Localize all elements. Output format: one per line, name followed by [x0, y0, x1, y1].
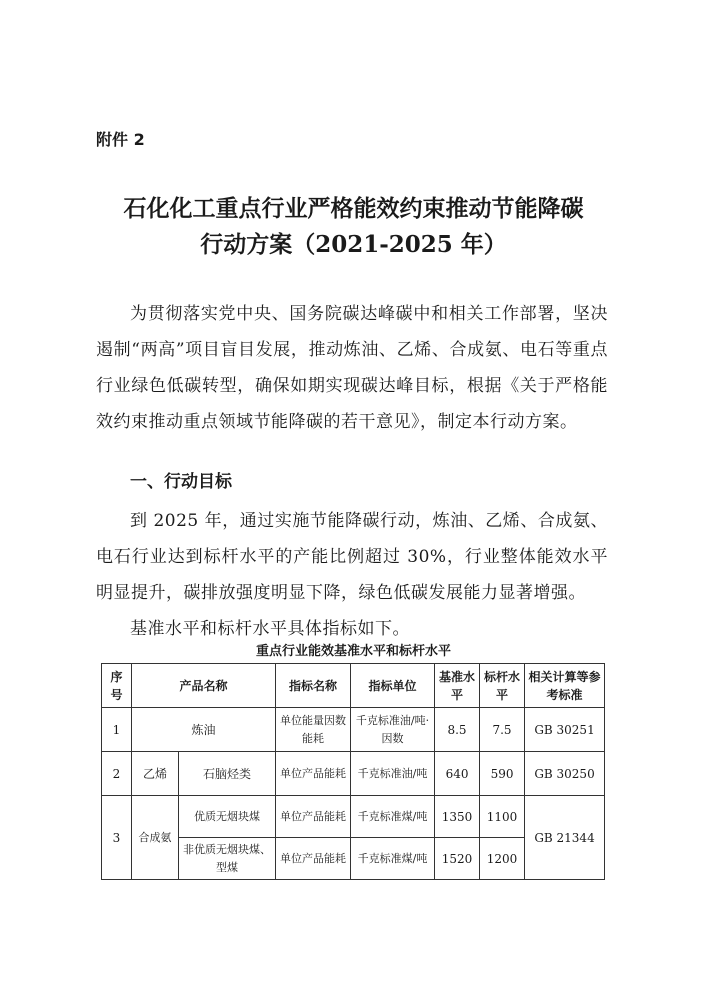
header-standard: 相关计算等参考标准	[525, 664, 605, 708]
row1-unit: 千克标准油/吨·因数	[351, 708, 435, 752]
row3-category: 合成氨	[132, 796, 179, 880]
row1-seq: 1	[102, 708, 132, 752]
row2-indicator: 单位产品能耗	[276, 752, 351, 796]
row1-standard: GB 30251	[525, 708, 605, 752]
header-unit: 指标单位	[351, 664, 435, 708]
table-caption: 重点行业能效基准水平和标杆水平	[255, 644, 451, 659]
table-row	[102, 796, 605, 838]
efficiency-standards-table	[101, 663, 605, 880]
row3a-product: 优质无烟块煤	[179, 796, 276, 838]
row3a-baseline: 1350	[435, 796, 480, 838]
header-indicator: 指标名称	[276, 664, 351, 708]
indicators-intro: 基准水平和标杆水平具体指标如下。	[130, 619, 410, 639]
row2-category: 乙烯	[132, 752, 179, 796]
title-line-1: 石化化工重点行业严格能效约束推动节能降碳	[123, 195, 584, 222]
row1-product: 炼油	[132, 708, 276, 752]
header-benchmark: 标杆水平	[480, 664, 525, 708]
table-row	[102, 752, 605, 796]
row2-product: 石脑烃类	[179, 752, 276, 796]
row3b-product: 非优质无烟块煤、型煤	[179, 838, 276, 880]
row3a-indicator: 单位产品能耗	[276, 796, 351, 838]
row3a-benchmark: 1100	[480, 796, 525, 838]
attachment-label: 附件 2	[96, 130, 145, 149]
section-heading-goals: 一、行动目标	[130, 472, 232, 492]
row3-seq: 3	[102, 796, 132, 880]
intro-paragraph: 为贯彻落实党中央、国务院碳达峰碳中和相关工作部署，坚决遏制“两高”项目盲目发展，推动炼油、乙烯、合成氨、电石等重点行业绿色低碳转型，确保如期实现碳达峰目标，根据《关于严格能效约束推动重点领域节能降碳的若干意见》，制定本行动方案。	[96, 304, 608, 432]
row3b-benchmark: 1200	[480, 838, 525, 880]
row3b-indicator: 单位产品能耗	[276, 838, 351, 880]
header-baseline: 基准水平	[435, 664, 480, 708]
header-seq: 序号	[102, 664, 132, 708]
header-product: 产品名称	[132, 664, 276, 708]
document-title	[0, 191, 707, 263]
goals-paragraph: 到 2025 年，通过实施节能降碳行动，炼油、乙烯、合成氨、电石行业达到标杆水平的产能比例超过 30%，行业整体能效水平明显提升，碳排放强度明显下降，绿色低碳发展能力显著增强。	[96, 511, 608, 603]
row3-standard: GB 21344	[525, 796, 605, 880]
row2-benchmark: 590	[480, 752, 525, 796]
row1-baseline: 8.5	[435, 708, 480, 752]
row2-standard: GB 30250	[525, 752, 605, 796]
row2-unit: 千克标准油/吨	[351, 752, 435, 796]
row2-baseline: 640	[435, 752, 480, 796]
row1-benchmark: 7.5	[480, 708, 525, 752]
title-line-2: 行动方案（2021-2025 年）	[200, 231, 507, 258]
row2-seq: 2	[102, 752, 132, 796]
row1-indicator: 单位能量因数能耗	[276, 708, 351, 752]
row3b-unit: 千克标准煤/吨	[351, 838, 435, 880]
table-header-row	[102, 664, 605, 708]
row3a-unit: 千克标准煤/吨	[351, 796, 435, 838]
row3b-baseline: 1520	[435, 838, 480, 880]
table-row	[102, 708, 605, 752]
